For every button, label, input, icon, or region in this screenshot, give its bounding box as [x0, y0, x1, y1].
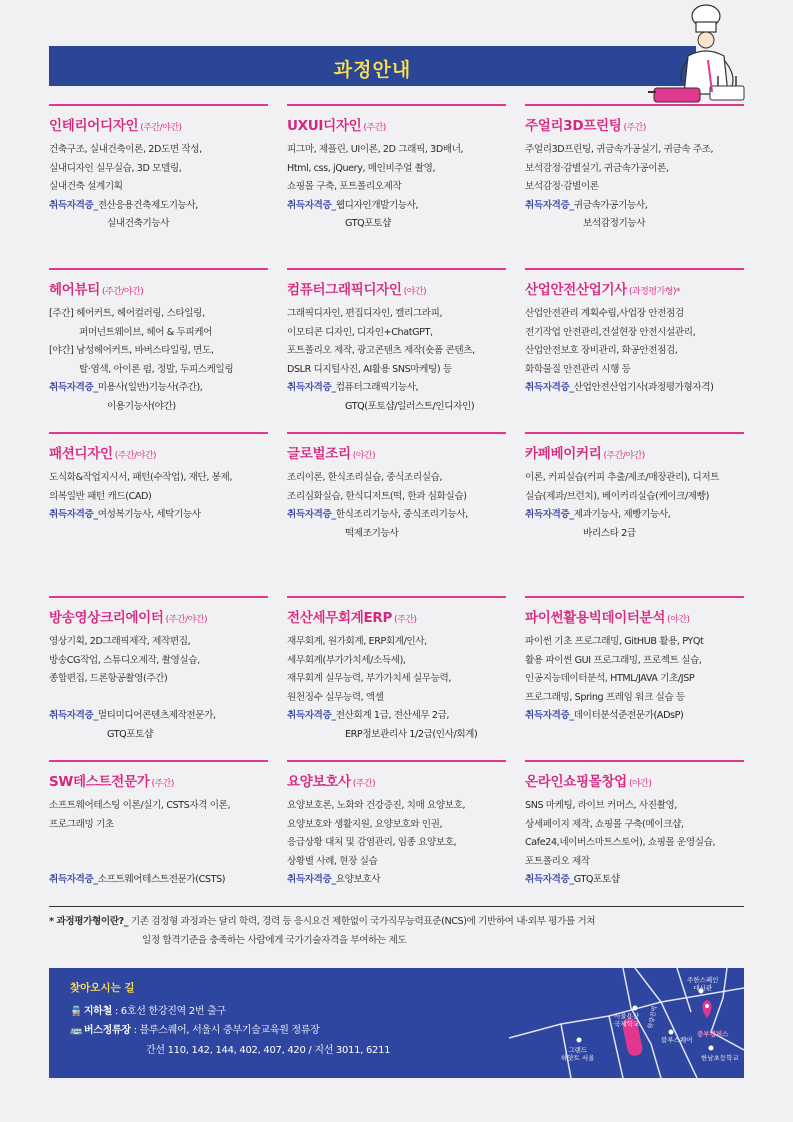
curriculum-line: 보석감정·감별이론: [525, 181, 599, 192]
bus-text: : 블루스퀘어, 서울시 중부기술교육원 정류장: [130, 1025, 320, 1036]
page-title: 과정안내: [333, 59, 412, 81]
certificate-label: 취득자격증_: [287, 509, 336, 520]
course-schedule: (주간/야간): [101, 287, 144, 297]
certificate-label: 취득자격증_: [525, 382, 574, 393]
curriculum-line: 건축구조, 실내건축이론, 2D도면 작성,: [49, 144, 202, 155]
map-label-station: 한강진역: [647, 1005, 659, 1030]
certificate-name: 미용사(일반)기능사(주간),: [97, 382, 203, 393]
course-curriculum: [49, 469, 268, 506]
certificate-row: [49, 197, 268, 216]
course-schedule: (주간): [623, 123, 646, 133]
curriculum-line: 의복일반 패턴 캐드(CAD): [49, 490, 152, 502]
course-name: 주얼리3D프린팅: [525, 118, 622, 134]
map-label-bluesquare: 블루스퀘어: [661, 1036, 693, 1044]
curriculum-line: 재무회계, 원가회계, ERP회계/인사,: [287, 636, 427, 647]
curriculum-line: 포트폴리오 제작: [525, 855, 590, 867]
chef-illustration: [648, 2, 748, 108]
course-schedule: (과정평가형)*: [628, 287, 680, 297]
certificate-name: 컴퓨터그래픽기능사,: [335, 382, 419, 393]
certificate-name: GTQ포토샵: [107, 728, 153, 740]
certificate-name: 전산응용건축제도기능사,: [97, 199, 198, 211]
card-divider: [287, 104, 506, 106]
bus-label: 버스정류장: [83, 1025, 131, 1036]
curriculum-line: 인공지능데이터분석, HTML/JAVA 기초/JSP: [525, 673, 695, 684]
certificate-name: 멀티미디어콘텐츠제작전문가,: [97, 710, 216, 721]
curriculum-line: 그래픽디자인, 편집디자인, 캘리그라피,: [287, 308, 443, 319]
course-name: 패션디자인: [49, 446, 113, 462]
map-label-embassy: 주한스페인 대사관: [687, 976, 719, 992]
course-title: [49, 278, 268, 298]
certificate-name: 데이터분석준전문가(ADsP): [573, 710, 684, 721]
course-name: 카페베이커리: [525, 446, 602, 462]
card-divider: [49, 104, 268, 106]
course-curriculum: [287, 797, 506, 871]
course-schedule: (야간): [352, 451, 376, 461]
curriculum-line: 실내디자인 실무실습, 3D 모델링,: [49, 162, 182, 174]
curriculum-line: 산업안전보호 장비관리, 화공안전점검,: [525, 345, 678, 356]
certificate-row: [287, 525, 506, 544]
card-divider: [49, 596, 268, 598]
course-title: [49, 442, 268, 462]
course-curriculum: [49, 633, 268, 707]
course-name: UXUI디자인: [287, 118, 362, 134]
course-curriculum: [525, 633, 744, 707]
certificate-label: 취득자격증_: [525, 874, 574, 885]
map-label-school: 서울용산 국제학교: [614, 1012, 640, 1028]
course-card: [49, 104, 268, 268]
subway-text: : 6호선 한강진역 2번 출구: [111, 1006, 226, 1017]
course-name: 온라인쇼핑몰창업: [525, 774, 627, 790]
curriculum-line: Cafe24,네이버스마트스토어), 쇼핑몰 운영실습,: [525, 837, 716, 848]
certificate-label: 취득자격증_: [525, 199, 574, 211]
curriculum-line: 소프트웨어테스팅 이론/실기, CSTS자격 이론,: [49, 800, 231, 811]
course-curriculum: [49, 797, 268, 871]
course-name: 파이썬활용빅데이터분석: [525, 610, 666, 626]
certificate-name: ERP정보관리사 1/2급(인사/회계): [345, 728, 478, 740]
certificate-row: [287, 726, 506, 745]
map-label-hyatt: 그랜드 하얏트 서울: [561, 1046, 595, 1062]
certificate-row: [49, 871, 268, 890]
course-card: [525, 268, 744, 432]
curriculum-line: 화학물질 안전관리 시행 등: [525, 363, 631, 375]
curriculum-line: 응급상황 대처 및 감염관리, 임종 요양보호,: [287, 837, 457, 848]
course-title: [287, 442, 506, 462]
course-card: [49, 432, 268, 596]
certificate-row: [525, 525, 744, 544]
course-card: [525, 104, 744, 268]
certificate-row: [49, 398, 268, 417]
curriculum-line: 주얼리3D프린팅, 귀금속가공실기, 귀금속 주조,: [525, 144, 714, 155]
curriculum-line: Html, css, jQuery, 메인비주얼 촬영,: [287, 162, 436, 174]
course-schedule: (주간/야간): [114, 451, 157, 461]
bus-lines: 간선 110, 142, 144, 402, 407, 420 / 지선 3011, 6211: [146, 1045, 391, 1056]
certificate-label: 취득자격증_: [287, 199, 336, 211]
curriculum-line: 조리심화실습, 한식디저트(떡, 한과 심화실습): [287, 490, 467, 502]
certificate-name: 산업안전산업기사(과정평가형자격): [573, 382, 714, 393]
course-curriculum: [525, 305, 744, 379]
certificate-name: GTQ포토샵: [573, 874, 620, 885]
certificate-label: 취득자격증_: [49, 710, 98, 721]
certificate-row: [287, 215, 506, 234]
curriculum-line: 상황별 사례, 현장 실습: [287, 855, 378, 867]
certificate-label: 취득자격증_: [287, 710, 336, 721]
certificate-label: 취득자격증_: [49, 382, 98, 393]
course-card: [287, 432, 506, 596]
directions-panel: [49, 968, 744, 1078]
course-title: [525, 278, 744, 298]
certificate-name: GTQ(포토샵/일러스트/인디자인): [345, 400, 475, 412]
course-card: [525, 596, 744, 760]
certificate-row: [525, 379, 744, 398]
curriculum-line: 원천징수 실무능력, 엑셀: [287, 691, 384, 703]
course-curriculum: [525, 141, 744, 197]
location-map[interactable]: [501, 968, 744, 1078]
certificate-name: 바리스타 2급: [583, 527, 636, 539]
course-name: 인테리어디자인: [49, 118, 139, 134]
certificate-name: 소프트웨어테스트전문가(CSTS): [97, 874, 226, 885]
curriculum-line: 파이썬 기초 프로그래밍, GitHUB 활용, PYQt: [525, 636, 704, 647]
course-name: SW테스트전문가: [49, 774, 150, 790]
course-card: [287, 596, 506, 760]
curriculum-line: 활용 파이썬 GUI 프로그래밍, 프로젝트 실습,: [525, 654, 702, 666]
curriculum-line: 탈·염색, 아이론 펌, 정발, 두피스케일링: [79, 363, 234, 375]
curriculum-line: 세무회계(부가가치세/소득세),: [287, 654, 406, 666]
course-card: [525, 432, 744, 596]
curriculum-line: 재무회계 실무능력, 부가가치세 실무능력,: [287, 673, 451, 684]
course-name: 글로벌조리: [287, 446, 351, 462]
curriculum-line: [49, 834, 268, 853]
course-title: [525, 770, 744, 790]
footnote-line1: 기존 검정형 과정과는 달리 학력, 경력 등 응시요건 제한없이 국가직무능력표준(NCS)에 기반하여 내·외부 평가를 거쳐: [130, 916, 596, 927]
curriculum-line: [49, 689, 268, 708]
footnote-line2: 일정 합격기준을 충족하는 사람에게 국가기술자격을 부여하는 제도: [142, 935, 407, 946]
card-divider: [287, 596, 506, 598]
certificate-row: [525, 707, 744, 726]
certificate-label: 취득자격증_: [287, 874, 336, 885]
curriculum-line: 프로그래밍 기초: [49, 818, 114, 830]
course-name: 방송영상크리에이터: [49, 610, 164, 626]
certificate-row: [287, 379, 506, 398]
certificate-row: [525, 506, 744, 525]
curriculum-line: 프로그래밍, Spring 프레임 워크 실습 등: [525, 691, 685, 703]
certificate-name: 여성복기능사, 세탁기능사: [97, 509, 201, 520]
certificate-name: 전산회계 1급, 전산세무 2급,: [335, 710, 450, 721]
curriculum-line: 퍼머넌트웨이브, 헤어 & 두피케어: [79, 326, 212, 338]
card-divider: [525, 596, 744, 598]
certificate-row: [525, 197, 744, 216]
subway-label: 지하철: [83, 1006, 112, 1017]
course-title: [525, 606, 744, 626]
curriculum-line: 종합편집, 드론항공촬영(주간): [49, 673, 168, 684]
certificate-label: 취득자격증_: [525, 509, 574, 520]
course-card: [49, 596, 268, 760]
certificate-name: 웹디자인개발기능사,: [335, 199, 419, 211]
certificate-row: [49, 726, 268, 745]
card-divider: [49, 432, 268, 434]
certificate-row: [525, 215, 744, 234]
course-title: [49, 770, 268, 790]
footnote-head: * 과정평가형이란?_: [49, 916, 129, 927]
curriculum-line: 상세페이지 제작, 쇼핑몰 구축(메이크샵,: [525, 818, 684, 830]
certificate-label: 취득자격증_: [49, 199, 98, 211]
course-card: [287, 268, 506, 432]
curriculum-line: [주간] 헤어커트, 헤어컬러링, 스타일링,: [49, 308, 205, 319]
certificate-name: GTQ포토샵: [345, 218, 391, 229]
curriculum-line: 이론, 커피실습(커피 추출/제조/매장관리), 디저트: [525, 472, 720, 483]
course-schedule: (주간): [363, 123, 386, 133]
course-grid: [49, 104, 744, 924]
course-curriculum: [287, 305, 506, 379]
map-label-elementary: 한남초등학교: [701, 1054, 739, 1062]
certificate-row: [287, 707, 506, 726]
course-curriculum: [287, 141, 506, 197]
curriculum-line: SNS 마케팅, 라이브 커머스, 사진촬영,: [525, 800, 677, 811]
card-divider: [287, 268, 506, 270]
certificate-name: 이용기능사(야간): [107, 400, 176, 412]
curriculum-line: 영상기획, 2D그래픽제작, 제작편집,: [49, 636, 191, 647]
course-schedule: (야간): [403, 287, 427, 297]
course-title: [287, 278, 506, 298]
course-curriculum: [287, 469, 506, 506]
train-icon: 🚆: [70, 1006, 83, 1017]
certificate-row: [287, 398, 506, 417]
course-card: [49, 268, 268, 432]
card-divider: [525, 268, 744, 270]
course-schedule: (주간): [151, 779, 174, 789]
course-title: [525, 114, 744, 134]
course-title: [49, 606, 268, 626]
certificate-name: 요양보호사: [335, 874, 381, 885]
course-curriculum: [525, 469, 744, 506]
certificate-row: [49, 506, 268, 525]
card-divider: [525, 432, 744, 434]
course-curriculum: [525, 797, 744, 871]
certificate-name: 떡제조기능사: [345, 527, 399, 539]
certificate-row: [49, 215, 268, 234]
curriculum-line: 요양보호론, 노화와 건강증진, 치매 요양보호,: [287, 800, 466, 811]
map-label-campus: 중부캠퍼스: [697, 1030, 729, 1038]
certificate-name: 귀금속가공기능사,: [573, 199, 648, 211]
certificate-name: 보석감정기능사: [583, 218, 646, 229]
course-schedule: (주간/야간): [165, 615, 208, 625]
certificate-label: 취득자격증_: [49, 509, 98, 520]
curriculum-line: 피그마, 제플린, UI이론, 2D 그래픽, 3D배너,: [287, 144, 464, 155]
curriculum-line: 실내건축 설계기획: [49, 181, 123, 192]
course-schedule: (야간): [667, 615, 690, 625]
course-card: [287, 760, 506, 924]
course-curriculum: [49, 305, 268, 379]
certificate-row: [287, 506, 506, 525]
certificate-label: 취득자격증_: [287, 382, 336, 393]
course-title: [287, 606, 506, 626]
course-schedule: (주간/야간): [140, 123, 182, 133]
curriculum-line: 요양보호와 생활지원, 요양보호와 인권,: [287, 818, 443, 830]
course-name: 전산세무회계ERP: [287, 610, 393, 626]
certificate-label: 취득자격증_: [525, 710, 574, 721]
course-name: 헤어뷰티: [49, 282, 100, 298]
course-card: [525, 760, 744, 924]
curriculum-line: DSLR 디지털사진, AI활용 SNS마케팅) 등: [287, 363, 452, 375]
curriculum-line: 전기작업 안전관리,건설현장 안전시설관리,: [525, 326, 696, 338]
course-card: [49, 760, 268, 924]
card-divider: [49, 268, 268, 270]
certificate-name: 한식조리기능사, 중식조리기능사,: [335, 509, 468, 520]
course-schedule: (주간/야간): [603, 451, 645, 461]
section-banner: [49, 46, 696, 86]
certificate-label: 취득자격증_: [49, 874, 98, 885]
curriculum-line: 방송CG작업, 스튜디오제작, 촬영실습,: [49, 654, 200, 666]
curriculum-line: [49, 853, 268, 872]
course-title: [287, 770, 506, 790]
course-name: 요양보호사: [287, 774, 351, 790]
curriculum-line: 조리이론, 한식조리실습, 중식조리실습,: [287, 472, 443, 483]
curriculum-line: 도식화&작업지시서, 패턴(수작업), 재단, 봉제,: [49, 472, 233, 483]
course-title: [49, 114, 268, 134]
course-schedule: (야간): [628, 779, 652, 789]
curriculum-line: 포트폴리오 제작, 광고콘텐츠 제작(숏폼 콘텐츠,: [287, 345, 475, 356]
certificate-row: [49, 379, 268, 398]
course-schedule: (주간): [394, 615, 417, 625]
certificate-row: [525, 871, 744, 890]
card-divider: [525, 760, 744, 762]
curriculum-line: 보석감정·감별실기, 귀금속가공이론,: [525, 162, 669, 174]
curriculum-line: 산업안전관리 계획수립,사업장 안전점검: [525, 308, 684, 319]
certificate-row: [287, 871, 506, 890]
course-name: 컴퓨터그래픽디자인: [287, 282, 402, 298]
card-divider: [525, 104, 744, 106]
curriculum-line: 실습(제과/브런치), 베이커리실습(케이크/제빵): [525, 490, 709, 502]
certificate-name: 실내건축기능사: [107, 218, 170, 229]
course-title: [287, 114, 506, 134]
directions-title: 찾아오시는 길: [70, 982, 135, 994]
bus-icon: 🚌: [70, 1025, 83, 1036]
bus-info: [70, 1021, 320, 1036]
course-curriculum: [49, 141, 268, 197]
course-title: [525, 442, 744, 462]
curriculum-line: [야간] 남성헤어커트, 바버스타일링, 면도,: [49, 345, 214, 356]
course-card: [287, 104, 506, 268]
course-name: 산업안전산업기사: [525, 282, 627, 298]
footnote: [49, 906, 744, 950]
course-curriculum: [287, 633, 506, 707]
curriculum-line: 쇼핑몰 구축, 포트폴리오제작: [287, 181, 402, 192]
card-divider: [287, 432, 506, 434]
card-divider: [287, 760, 506, 762]
certificate-row: [49, 707, 268, 726]
subway-info: [70, 1002, 226, 1017]
curriculum-line: 이모티콘 디자인, 디자인+ChatGPT,: [287, 326, 433, 338]
course-schedule: (주간): [352, 779, 376, 789]
certificate-name: 제과기능사, 제빵기능사,: [573, 509, 671, 520]
certificate-row: [287, 197, 506, 216]
card-divider: [49, 760, 268, 762]
